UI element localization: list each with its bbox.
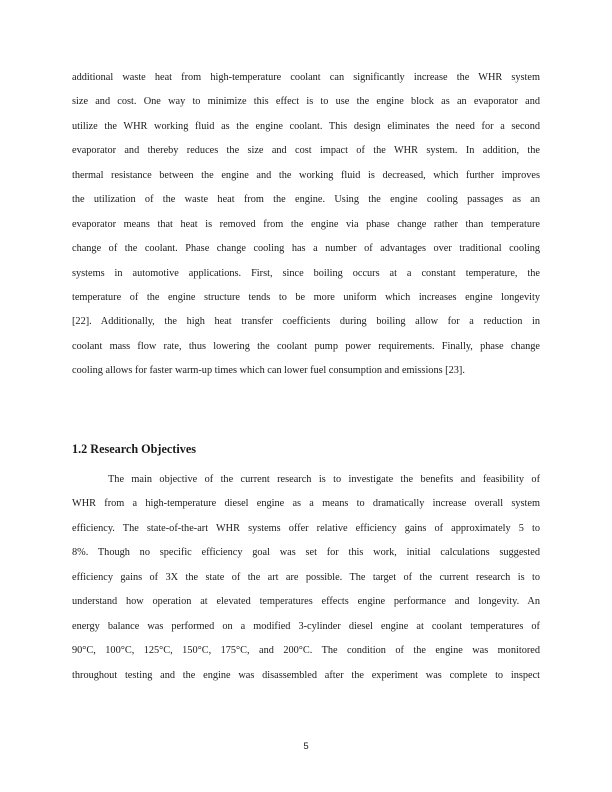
text-line: change of the coolant. Phase change cooling has a number of advantages over traditional cooling — [72, 243, 540, 255]
text-line: evaporator means that heat is removed from the engine via phase change rather than temperature — [72, 218, 540, 230]
text-line: systems in automotive applications. First, since boiling occurs at a constant temperature, the — [72, 267, 540, 279]
text-line: 90°C, 100°C, 125°C, 150°C, 175°C, and 200°C. The condition of the engine was monitored — [72, 645, 540, 657]
text-line: 8%. Though no specific efficiency goal was set for this work, initial calculations suggested — [72, 547, 540, 559]
text-line: coolant mass flow rate, thus lowering the coolant pump power requirements. Finally, phase change — [72, 340, 540, 352]
text-line: cooling allows for faster warm-up times which can lower fuel consumption and emissions [23]. — [72, 365, 465, 377]
text-line: WHR from a high-temperature diesel engine as a means to dramatically increase overall system — [72, 498, 540, 510]
text-line: efficiency gains of 3X the state of the art are possible. The target of the current research is to — [72, 571, 540, 583]
body-paragraph-2 — [72, 468, 540, 688]
text-line: utilize the WHR working fluid as the engine coolant. This design eliminates the need for a second — [72, 120, 540, 132]
text-line: additional waste heat from high-temperature coolant can significantly increase the WHR system — [72, 72, 540, 83]
text-line: temperature of the engine structure tends to be more uniform which increases engine longevity — [72, 291, 540, 303]
body-paragraph-1 — [72, 66, 540, 384]
text-line: energy balance was performed on a modified 3-cylinder diesel engine at coolant temperatures of — [72, 620, 540, 632]
text-line: understand how operation at elevated temperatures effects engine performance and longevity. An — [72, 596, 540, 608]
text-line: size and cost. One way to minimize this effect is to use the engine block as an evaporator and — [72, 96, 540, 108]
section-heading: 1.2 Research Objectives — [72, 442, 196, 456]
text-line: the utilization of the waste heat from the engine. Using the engine cooling passages as an — [72, 194, 540, 206]
text-line: throughout testing and the engine was disassembled after the experiment was complete to inspect — [72, 669, 540, 681]
text-line: [22]. Additionally, the high heat transfer coefficients during boiling allow for a reduction in — [72, 316, 540, 328]
text-line: efficiency. The state-of-the-art WHR systems offer relative efficiency gains of approximately 5 to — [72, 522, 540, 534]
text-line: thermal resistance between the engine and the working fluid is decreased, which further improves — [72, 169, 540, 181]
page-number: 5 — [303, 741, 309, 752]
text-line: evaporator and thereby reduces the size and cost impact of the WHR system. In addition, the — [72, 145, 540, 157]
text-line: The main objective of the current research is to investigate the benefits and feasibility of — [108, 474, 540, 485]
